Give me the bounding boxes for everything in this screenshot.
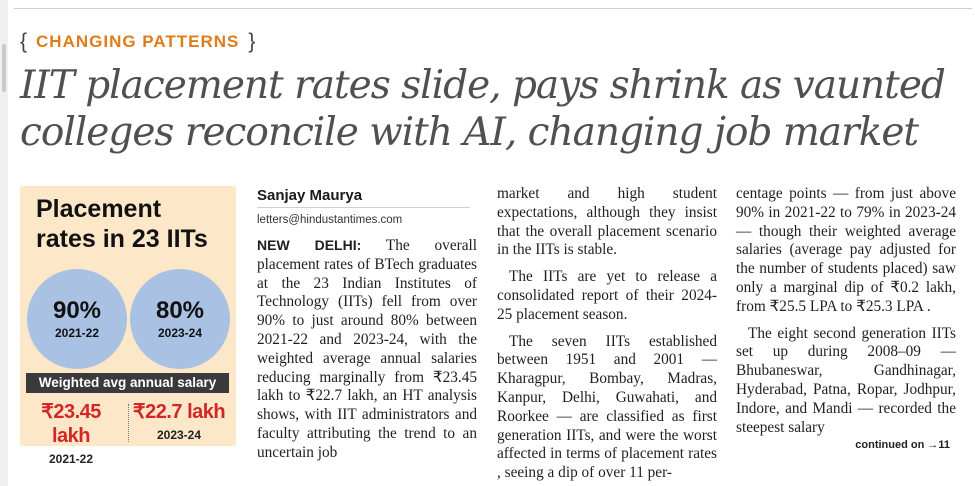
salary-value: ₹22.7 lakh [132,401,226,423]
headline-line-2: colleges reconcile with AI, changing job market [20,110,919,155]
section-kicker [20,30,255,54]
infobox-title-line-2: rates in 23 IITs [36,225,208,253]
scrollbar-thumb[interactable] [2,44,6,92]
author-email[interactable]: letters@hindustantimes.com [257,214,403,226]
paragraph: The IITs are yet to release a consolidated report of their 2024-25 placement season. [497,268,717,323]
vertical-scrollbar[interactable] [0,0,8,486]
rate-circle-2021-22 [27,269,127,369]
lead-text: The overall placement rates of BTech graduates at the 23 Indian Institutes of Technology (IITs) fell from over 90% to just around 80% between 2021-22 and 2023-24, with the weighted average annual salaries reducing marginally from ₹23.45 lakh to ₹22.7 lakh, an HT analysis shows, with IIT administrators and faculty attributing the trend to an uncertain job [257,237,477,461]
infobox-title [36,194,236,254]
rate-year: 2023-24 [157,326,203,340]
article-column-3 [736,185,956,437]
rate-circle-2023-24 [130,269,230,369]
paragraph: market and high student expectations, although they insist that the overall placement scenario in the IITs is stable. [497,185,717,259]
kicker-close-brace: } [248,30,256,53]
salary-value: ₹23.45 lakh [41,401,101,447]
kicker-label: CHANGING PATTERNS [36,32,240,51]
article-column-2 [497,185,717,483]
rate-value: 90% [52,297,102,324]
author-name: Sanjay Maurya [257,187,363,204]
top-rule [14,8,972,9]
salary-label: Weighted avg annual salary [26,373,229,393]
infobox-title-line-1: Placement [36,195,162,223]
paragraph: The seven IITs established between 1951 and 2001 — Kharagpur, Bombay, Madras, Kanpur, Delhi, Guwahati, and Roorkee — are classified as first generation IITs, and were the worst affected in terms of placement rates , seeing a dip of over 11 per- [497,332,717,482]
salary-year: 2023-24 [156,428,202,442]
lead-paragraph [257,236,477,463]
rate-value: 80% [155,297,205,324]
salary-2021-22 [20,400,122,466]
byline [257,186,457,206]
continued-on-link[interactable]: continued on →11 [855,439,950,451]
dateline: NEW DELHI: [257,237,362,253]
paragraph: centage points — from just above 90% in 2021-22 to 79% in 2023-24 — though their weighted average salaries (average pay adjusted for the number of students placed) saw only a marginal dip of ₹0.2 lakh, from ₹25.5 LPA to ₹25.3 LPA . [736,185,956,315]
salary-2023-24 [128,400,230,442]
byline-rule [257,207,470,208]
salary-year: 2021-22 [48,452,94,466]
placement-infobox [20,186,236,466]
paragraph: The eight second generation IITs set up during 2008–09 — Bhubaneswar, Gandhinagar, Hyderabad, Patna, Ropar, Jodhpur, Indore, and Mandi — recorded the steepest salary [736,324,956,436]
headline-line-1: IIT placement rates slide, pays shrink as vaunted [20,63,945,108]
article-column-1 [257,236,477,463]
headline [20,62,970,156]
rate-year: 2021-22 [54,326,100,340]
kicker-open-brace: { [20,30,28,53]
